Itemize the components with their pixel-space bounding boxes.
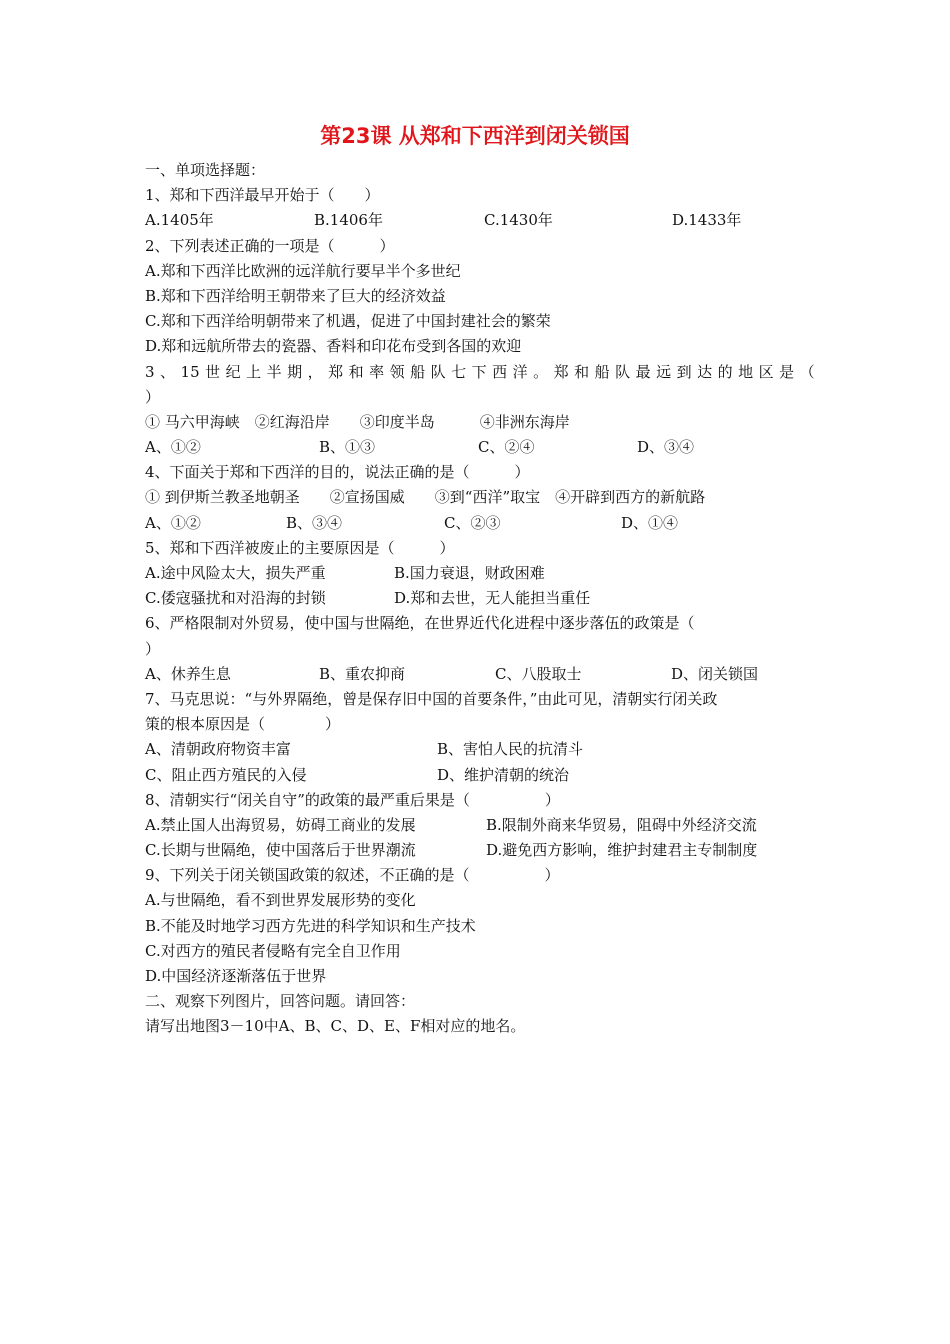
option: B、重农抑商: [319, 664, 406, 683]
option: A.郑和下西洋比欧洲的远洋航行要早半个多世纪: [145, 261, 461, 280]
question-2-stem: 2、下列表述正确的一项是（ ）: [145, 236, 395, 255]
section-2-task: 请写出地图3－10中A、B、C、D、E、F相对应的地名。: [145, 1017, 526, 1036]
option: B、害怕人民的抗清斗: [437, 740, 584, 759]
option: C、②③: [444, 513, 501, 532]
option: D.避免西方影响，维护封建君主专制制度: [486, 841, 758, 860]
option: D.郑和远航所带去的瓷器、香料和印花布受到各国的欢迎: [145, 337, 522, 356]
worksheet-body: [145, 158, 815, 1040]
stem-char: 率: [369, 362, 385, 381]
stem-char: 洋: [512, 362, 528, 381]
option: A、①②: [145, 438, 201, 457]
stem-char: 3: [145, 362, 155, 381]
question-4-options: [145, 511, 815, 536]
stem-char: 纪: [225, 362, 241, 381]
option: B.国力衰退，财政困难: [394, 564, 545, 582]
stem-char: 半: [266, 362, 282, 381]
question-4-items: ① 到伊斯兰教圣地朝圣 ②宣扬国威 ③到“西洋”取宝 ④开辟到西方的新航路: [145, 488, 706, 507]
question-5-options-row-1: [145, 561, 815, 586]
stem-char: 达: [697, 362, 713, 381]
stem-char: 是: [779, 362, 795, 381]
question-7-options-row-1: [145, 737, 815, 762]
option: C.1430年: [484, 211, 553, 230]
stem-char: 区: [758, 362, 774, 381]
stem-char: 队: [615, 362, 631, 381]
question-5-options-row-2: [145, 586, 815, 611]
stem-char: 上: [246, 362, 262, 381]
question-4-stem: 4、下面关于郑和下西洋的目的，说法正确的是（ ）: [145, 463, 530, 482]
option: C.郑和下西洋给明朝带来了机遇，促进了中国封建社会的繁荣: [145, 312, 551, 331]
question-6-options: [145, 662, 815, 687]
question-6-stem-end: ）: [145, 639, 161, 658]
option: A.禁止国人出海贸易，妨碍工商业的发展: [145, 815, 416, 834]
option: B.限制外商来华贸易，阻碍中外经济交流: [486, 815, 757, 834]
section-heading: 二、观察下列图片，回答问题。请回答：: [145, 992, 416, 1011]
option: C.长期与世隔绝，使中国落后于世界潮流: [145, 841, 416, 860]
stem-char: （: [799, 362, 815, 381]
question-9-stem: 9、下列关于闭关锁国政策的叙述，不正确的是（ ）: [145, 866, 560, 885]
question-7-stem: 7、马克思说：“与外界隔绝，曾是保存旧中国的首要条件，”由此可见，清朝实行闭关政: [145, 689, 718, 708]
option: B.不能及时地学习西方先进的科学知识和生产技术: [145, 916, 476, 935]
stem-char: 船: [410, 362, 426, 381]
stem-char: 到: [676, 362, 692, 381]
question-8-options-row-1: [145, 813, 815, 838]
question-8-stem: 8、清朝实行“闭关自守”的政策的最严重后果是（ ）: [145, 790, 560, 809]
question-3-stem: [145, 360, 815, 385]
stem-char: 郑: [328, 362, 344, 381]
stem-char: 队: [430, 362, 446, 381]
stem-char: 的: [717, 362, 733, 381]
question-3-items: ① 马六甲海峡 ②红海沿岸 ③印度半岛 ④非洲东海岸: [145, 412, 570, 431]
stem-char: 郑: [553, 362, 569, 381]
section-heading: 一、单项选择题：: [145, 161, 266, 179]
page-title: 第23课 从郑和下西洋到闭关锁国: [320, 124, 630, 148]
stem-char: 和: [348, 362, 364, 381]
question-1-stem: 1、郑和下西洋最早开始于（ ）: [145, 186, 380, 205]
option: A.与世隔绝，看不到世界发展形势的变化: [145, 891, 416, 910]
option: D、维护清朝的统治: [437, 765, 570, 784]
option: A.1405年: [145, 211, 214, 230]
stem-char: 西: [492, 362, 508, 381]
question-1-options: [145, 208, 815, 233]
stem-char: 15: [180, 362, 200, 381]
option: D、①④: [621, 513, 679, 532]
stem-char: 。: [533, 362, 549, 381]
option: C、阻止西方殖民的入侵: [145, 765, 307, 784]
option: B、③④: [286, 513, 343, 532]
stem-char: 领: [389, 362, 405, 381]
option: D.1433年: [672, 211, 742, 230]
question-3-options: [145, 435, 815, 460]
stem-char: ，: [307, 362, 323, 381]
option: D.郑和去世，无人能担当重任: [394, 589, 591, 608]
stem-char: 七: [451, 362, 467, 381]
option: A、清朝政府物资丰富: [145, 740, 291, 759]
question-8-options-row-2: [145, 838, 815, 863]
stem-char: 和: [574, 362, 590, 381]
stem-char: 地: [738, 362, 754, 381]
option: D、闭关锁国: [671, 664, 759, 683]
option: B.郑和下西洋给明王朝带来了巨大的经济效益: [145, 286, 446, 305]
question-6-stem: 6、严格限制对外贸易，使中国与世隔绝，在世界近代化进程中逐步落伍的政策是（: [145, 614, 695, 633]
option: C、②④: [478, 438, 535, 457]
question-7-stem-cont: 策的根本原因是（ ）: [145, 715, 341, 734]
stem-char: 远: [656, 362, 672, 381]
option: D、③④: [637, 438, 695, 457]
option: C、八股取士: [495, 664, 582, 683]
option: B.1406年: [314, 211, 383, 230]
option: A.途中风险太大，损失严重: [145, 564, 326, 582]
option: B、①③: [319, 438, 376, 457]
stem-char: 、: [160, 362, 176, 381]
option: A、①②: [145, 513, 201, 532]
stem-char: 船: [594, 362, 610, 381]
option: D.中国经济逐渐落伍于世界: [145, 967, 327, 985]
option: C.倭寇骚扰和对沿海的封锁: [145, 589, 326, 608]
question-5-stem: 5、郑和下西洋被废止的主要原因是（ ）: [145, 538, 455, 557]
stem-char: 世: [205, 362, 221, 381]
option: C.对西方的殖民者侵略有完全自卫作用: [145, 941, 401, 960]
question-7-options-row-2: [145, 763, 815, 788]
stem-char: 下: [471, 362, 487, 381]
stem-char: 最: [635, 362, 651, 381]
question-3-stem-end: ）: [145, 387, 161, 406]
option: A、休养生息: [145, 664, 231, 683]
stem-char: 期: [287, 362, 303, 381]
